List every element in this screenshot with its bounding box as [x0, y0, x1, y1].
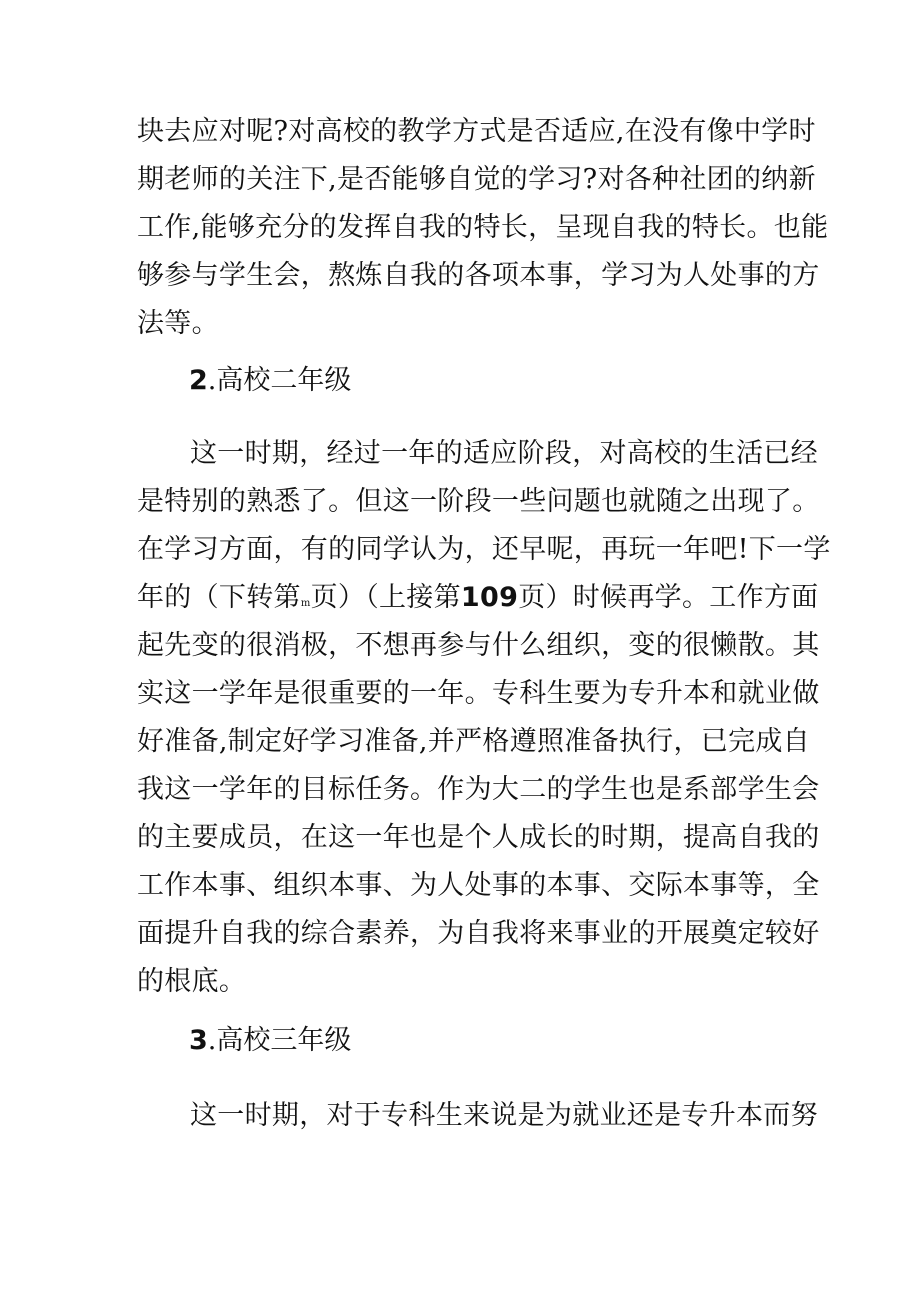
- section-heading-3-text: .高校三年级: [207, 1025, 352, 1056]
- paragraph-2-line-6: 实这一学年是很重要的一年。专科生要为专升本和就业做: [137, 678, 820, 709]
- paragraph-2-line-8: 我这一学年的目标任务。作为大二的学生也是系部学生会: [137, 774, 820, 805]
- section-heading-2: [189, 357, 351, 405]
- paragraph-2-line-2: 是特别的熟悉了。但这一阶段一些问题也就随之出现了。: [137, 486, 820, 517]
- paragraph-1-line-2: 期老师的关注下,是否能够自觉的学习?对各种社团的纳新: [137, 164, 816, 195]
- paragraph-1-line-5: 法等。: [137, 308, 219, 339]
- paragraph-2-line-11: 面提升自我的综合素养，为自我将来事业的开展奠定较好: [137, 918, 820, 949]
- paragraph-2-line-10: 工作本事、组织本事、为人处事的本事、交际本事等，全: [137, 870, 820, 901]
- paragraph-2-line-7: 好准备,制定好学习准备,并严格遵照准备执行，已完成自: [137, 726, 810, 757]
- section-heading-3-number: 3: [189, 1025, 208, 1056]
- paragraph-2-line-12: 的根底。: [137, 966, 247, 997]
- paragraph-2: [137, 430, 831, 1006]
- section-heading-3: [189, 1017, 351, 1065]
- page-ref-number: 109: [460, 582, 519, 613]
- paragraph-2-line-5: 起先变的很消极，不想再参与什么组织，变的很懒散。其: [137, 630, 820, 661]
- page-ref-middle: 页）（上接第: [310, 582, 461, 613]
- paragraph-3-line-1: 这一时期，对于专科生来说是为就业还是专升本而努: [190, 1100, 818, 1131]
- paragraph-2-line-9: 的主要成员，在这一年也是个人成长的时期，提高自我的: [137, 822, 820, 853]
- paragraph-1: [137, 108, 829, 348]
- paragraph-2-line-3: 在学习方面，有的同学认为，还早呢，再玩一年吧!下一学: [137, 534, 831, 565]
- paragraph-2-line-4: [137, 574, 819, 622]
- paragraph-2-line-1: 这一时期，经过一年的适应阶段，对高校的生活已经: [190, 438, 818, 469]
- page-ref-subscript: m: [300, 598, 311, 609]
- paragraph-3: [137, 1092, 818, 1140]
- section-heading-2-text: .高校二年级: [207, 365, 352, 396]
- section-heading-2-number: 2: [189, 365, 208, 396]
- paragraph-1-line-3: 工作,能够充分的发挥自我的特长，呈现自我的特长。也能: [137, 212, 829, 243]
- paragraph-1-line-1: 块去应对呢?对高校的教学方式是否适应,在没有像中学时: [137, 116, 816, 147]
- page-ref-suffix: 页）时候再学。工作方面: [518, 582, 819, 613]
- page-ref-prefix: 年的（下转第: [137, 582, 301, 613]
- paragraph-1-line-4: 够参与学生会，熬炼自我的各项本事，学习为人处事的方: [137, 260, 820, 291]
